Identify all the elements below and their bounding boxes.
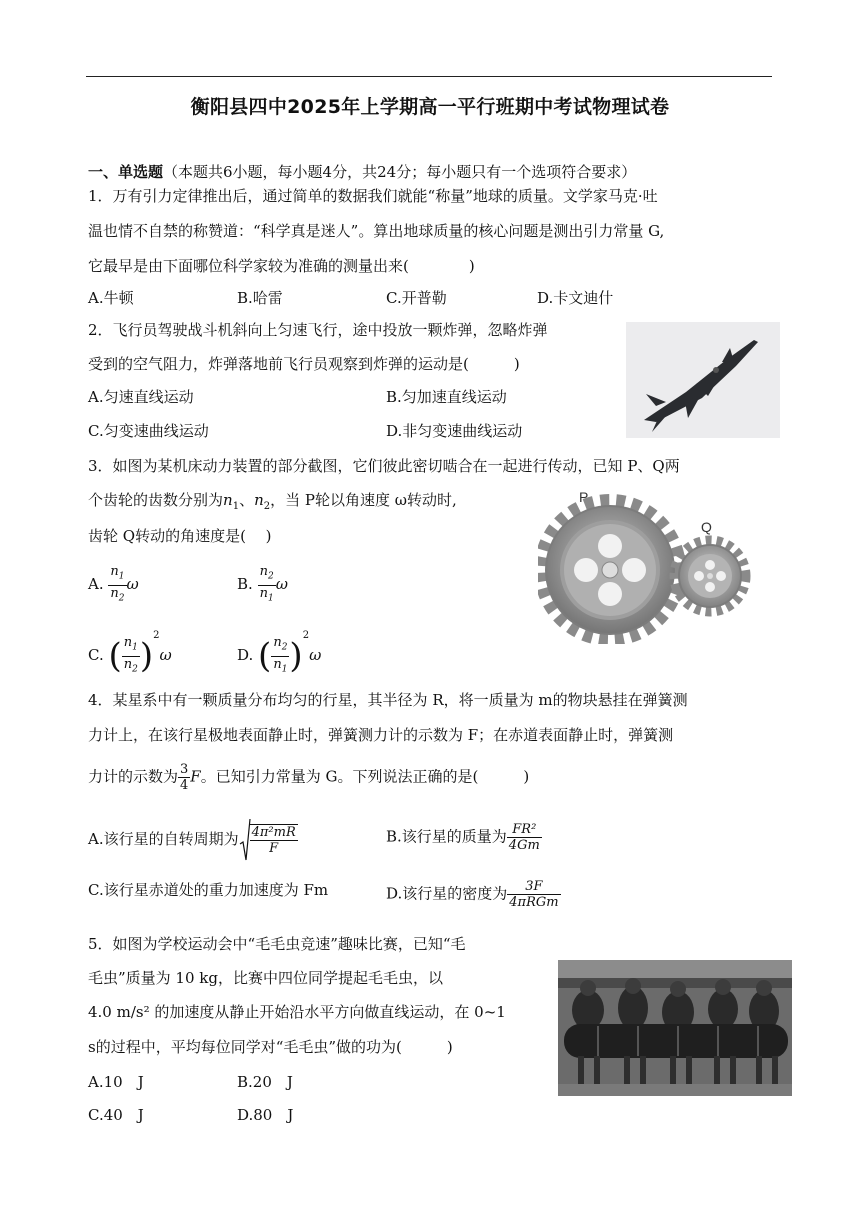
q4-line3 <box>88 762 529 793</box>
q4-line2: 力计上，在该行星极地表面静止时，弹簧测力计的示数为 F；在赤道表面静止时，弹簧测 <box>88 726 674 744</box>
q4d-num: 3F <box>507 879 560 895</box>
q5-option-c: C.40 J <box>88 1106 144 1124</box>
q3-n2-sub: 2 <box>263 501 271 512</box>
gear-p-label: P <box>579 489 589 505</box>
q4-option-b <box>386 822 542 853</box>
q4-line1: 4．某星系中有一颗质量分布均匀的行星，其半径为 R，将一质量为 m的物块悬挂在弹簧测 <box>88 691 688 709</box>
q3b-omega: ω <box>275 575 288 594</box>
q3-option-d-label: D. <box>237 646 254 664</box>
q2-line1: 2．飞行员驾驶战斗机斜向上匀速飞行，途中投放一颗炸弹，忽略炸弹 <box>88 321 548 339</box>
q3d-omega: ω <box>309 646 322 664</box>
q3c-den-sub: 2 <box>132 664 138 675</box>
q3-option-d: D. ( $\frac{n_2}{n_1}$ )$^2$ω <box>237 630 322 676</box>
q3a-omega: ω <box>126 575 139 594</box>
q3-option-a <box>88 564 139 606</box>
q3b-num: n <box>259 564 268 579</box>
q4-option-d <box>386 879 561 910</box>
q4-option-d-text: D.该行星的密度为 <box>386 884 508 903</box>
q3d-den-sub: 1 <box>281 664 288 675</box>
q4b-num: FR² <box>507 822 542 838</box>
q4-frac-den: 4 <box>180 778 189 793</box>
q2-option-b: B.匀加速直线运动 <box>386 388 507 406</box>
q3a-den-sub: 2 <box>118 593 125 604</box>
q3-line2-start: 个齿轮的齿数分别为 <box>88 491 224 509</box>
q5-line1: 5．如图为学校运动会中“毛毛虫竞速”趣味比赛，已知“毛 <box>88 935 466 953</box>
q1-option-d: D.卡文迪什 <box>537 289 614 307</box>
q4a-den: F <box>269 841 279 856</box>
q3c-num-sub: 1 <box>132 642 138 653</box>
q3-line3: 齿轮 Q转动的角速度是( ) <box>88 527 272 545</box>
q3c-den: n <box>123 656 133 672</box>
q3a-num: n <box>110 564 119 579</box>
gear-q <box>674 540 746 612</box>
q2-option-c: C.匀变速曲线运动 <box>88 422 209 440</box>
q4-option-b-text: B.该行星的质量为 <box>386 827 507 846</box>
section-heading: 一、单选题 <box>88 163 164 181</box>
q3-n1: n <box>223 491 233 509</box>
page-title: 衡阳县四中2025年上学期高一平行班期中考试物理试卷 <box>190 96 670 118</box>
q3-option-b <box>237 564 288 606</box>
section-heading-row <box>88 162 636 182</box>
q3d-square: 2 <box>302 630 310 641</box>
q3d-num-sub: 2 <box>281 642 288 653</box>
q1-line3: 它最早是由下面哪位科学家较为准确的测量出来( ) <box>88 257 475 275</box>
q4-option-a-text: A.该行星的自转周期为 <box>88 830 239 848</box>
q4d-den: 4πRGm <box>509 895 559 910</box>
q4-option-c: C.该行星赤道处的重力加速度为 Fm <box>88 881 329 899</box>
q3-option-a-label: A. <box>88 575 104 594</box>
q3-line2-end: ，当 P轮以角速度 ω转动时, <box>270 491 457 509</box>
q4b-den: 4Gm <box>508 838 540 853</box>
q3-line1: 3．如图为某机床动力装置的部分截图，它们彼此密切啮合在一起进行传动，已知 P、Q两 <box>88 457 680 475</box>
q3b-num-sub: 2 <box>267 571 274 582</box>
q5-line3: 4.0 m/s² 的加速度从静止开始沿水平方向做直线运动，在 0~1 <box>88 1003 506 1021</box>
q4-frac-num: 3 <box>180 762 189 777</box>
q1-line2: 温也情不自禁的称赞道：“科学真是迷人”。算出地球质量的核心问题是测出引力常量 G, <box>88 222 665 240</box>
fighter-jet-image <box>626 322 780 438</box>
q3-n2: n <box>254 491 264 509</box>
q2-line2: 受到的空气阻力，炸弹落地前飞行员观察到炸弹的运动是( ) <box>88 355 520 373</box>
q5-line2: 毛虫”质量为 10 kg，比赛中四位同学提起毛毛虫，以 <box>88 969 443 987</box>
q2-option-a: A.匀速直线运动 <box>88 388 194 406</box>
q3a-den: n <box>110 585 119 601</box>
q3d-num: n <box>273 634 282 650</box>
q4-F: F <box>190 767 201 786</box>
q1-option-b: B.哈雷 <box>237 289 283 307</box>
q3-n1-sub: 1 <box>232 501 240 512</box>
q3-sep: 、 <box>239 491 255 509</box>
q4-line3-end: 。已知引力常量为 G。下列说法正确的是( ) <box>200 767 530 786</box>
q1-line1: 1．万有引力定律推出后，通过简单的数据我们就能“称量”地球的质量。文学家马克·吐 <box>88 187 658 205</box>
section-note: （本题共6小题，每小题4分，共24分；每小题只有一个选项符合要求） <box>163 163 637 181</box>
q2-option-d: D.非匀变速曲线运动 <box>386 422 523 440</box>
q3-line2 <box>88 490 457 517</box>
gear-q-label: Q <box>701 519 712 535</box>
q5-option-a: A.10 J <box>88 1073 144 1091</box>
q5-line4: s的过程中，平均每位同学对“毛毛虫”做的功为( ) <box>88 1038 453 1056</box>
q3-option-c-label: C. <box>88 646 104 664</box>
q3-option-c: C. ( $\frac{n_1}{n_2}$ )$^2$ω <box>88 630 172 676</box>
gears-diagram <box>538 488 754 644</box>
q3c-omega: ω <box>159 646 172 664</box>
q3b-den-sub: 1 <box>267 593 274 604</box>
q4-line3-start: 力计的示数为 <box>88 767 179 786</box>
q3d-den: n <box>273 656 282 672</box>
header-rule <box>86 76 772 77</box>
q5-option-b: B.20 J <box>237 1073 293 1091</box>
q1-option-c: C.开普勒 <box>386 289 447 307</box>
q3-option-b-label: B. <box>237 575 253 594</box>
q3a-num-sub: 1 <box>118 571 125 582</box>
q1-option-a: A.牛顿 <box>88 289 134 307</box>
gear-p <box>540 500 680 640</box>
q3c-square: 2 <box>153 630 160 641</box>
q5-option-d: D.80 J <box>237 1106 294 1124</box>
q3c-num: n <box>123 634 133 650</box>
q4a-num: 4π²mR <box>251 825 296 840</box>
q3b-den: n <box>259 585 268 601</box>
q4-option-a <box>88 818 298 862</box>
caterpillar-race-photo <box>558 960 792 1096</box>
